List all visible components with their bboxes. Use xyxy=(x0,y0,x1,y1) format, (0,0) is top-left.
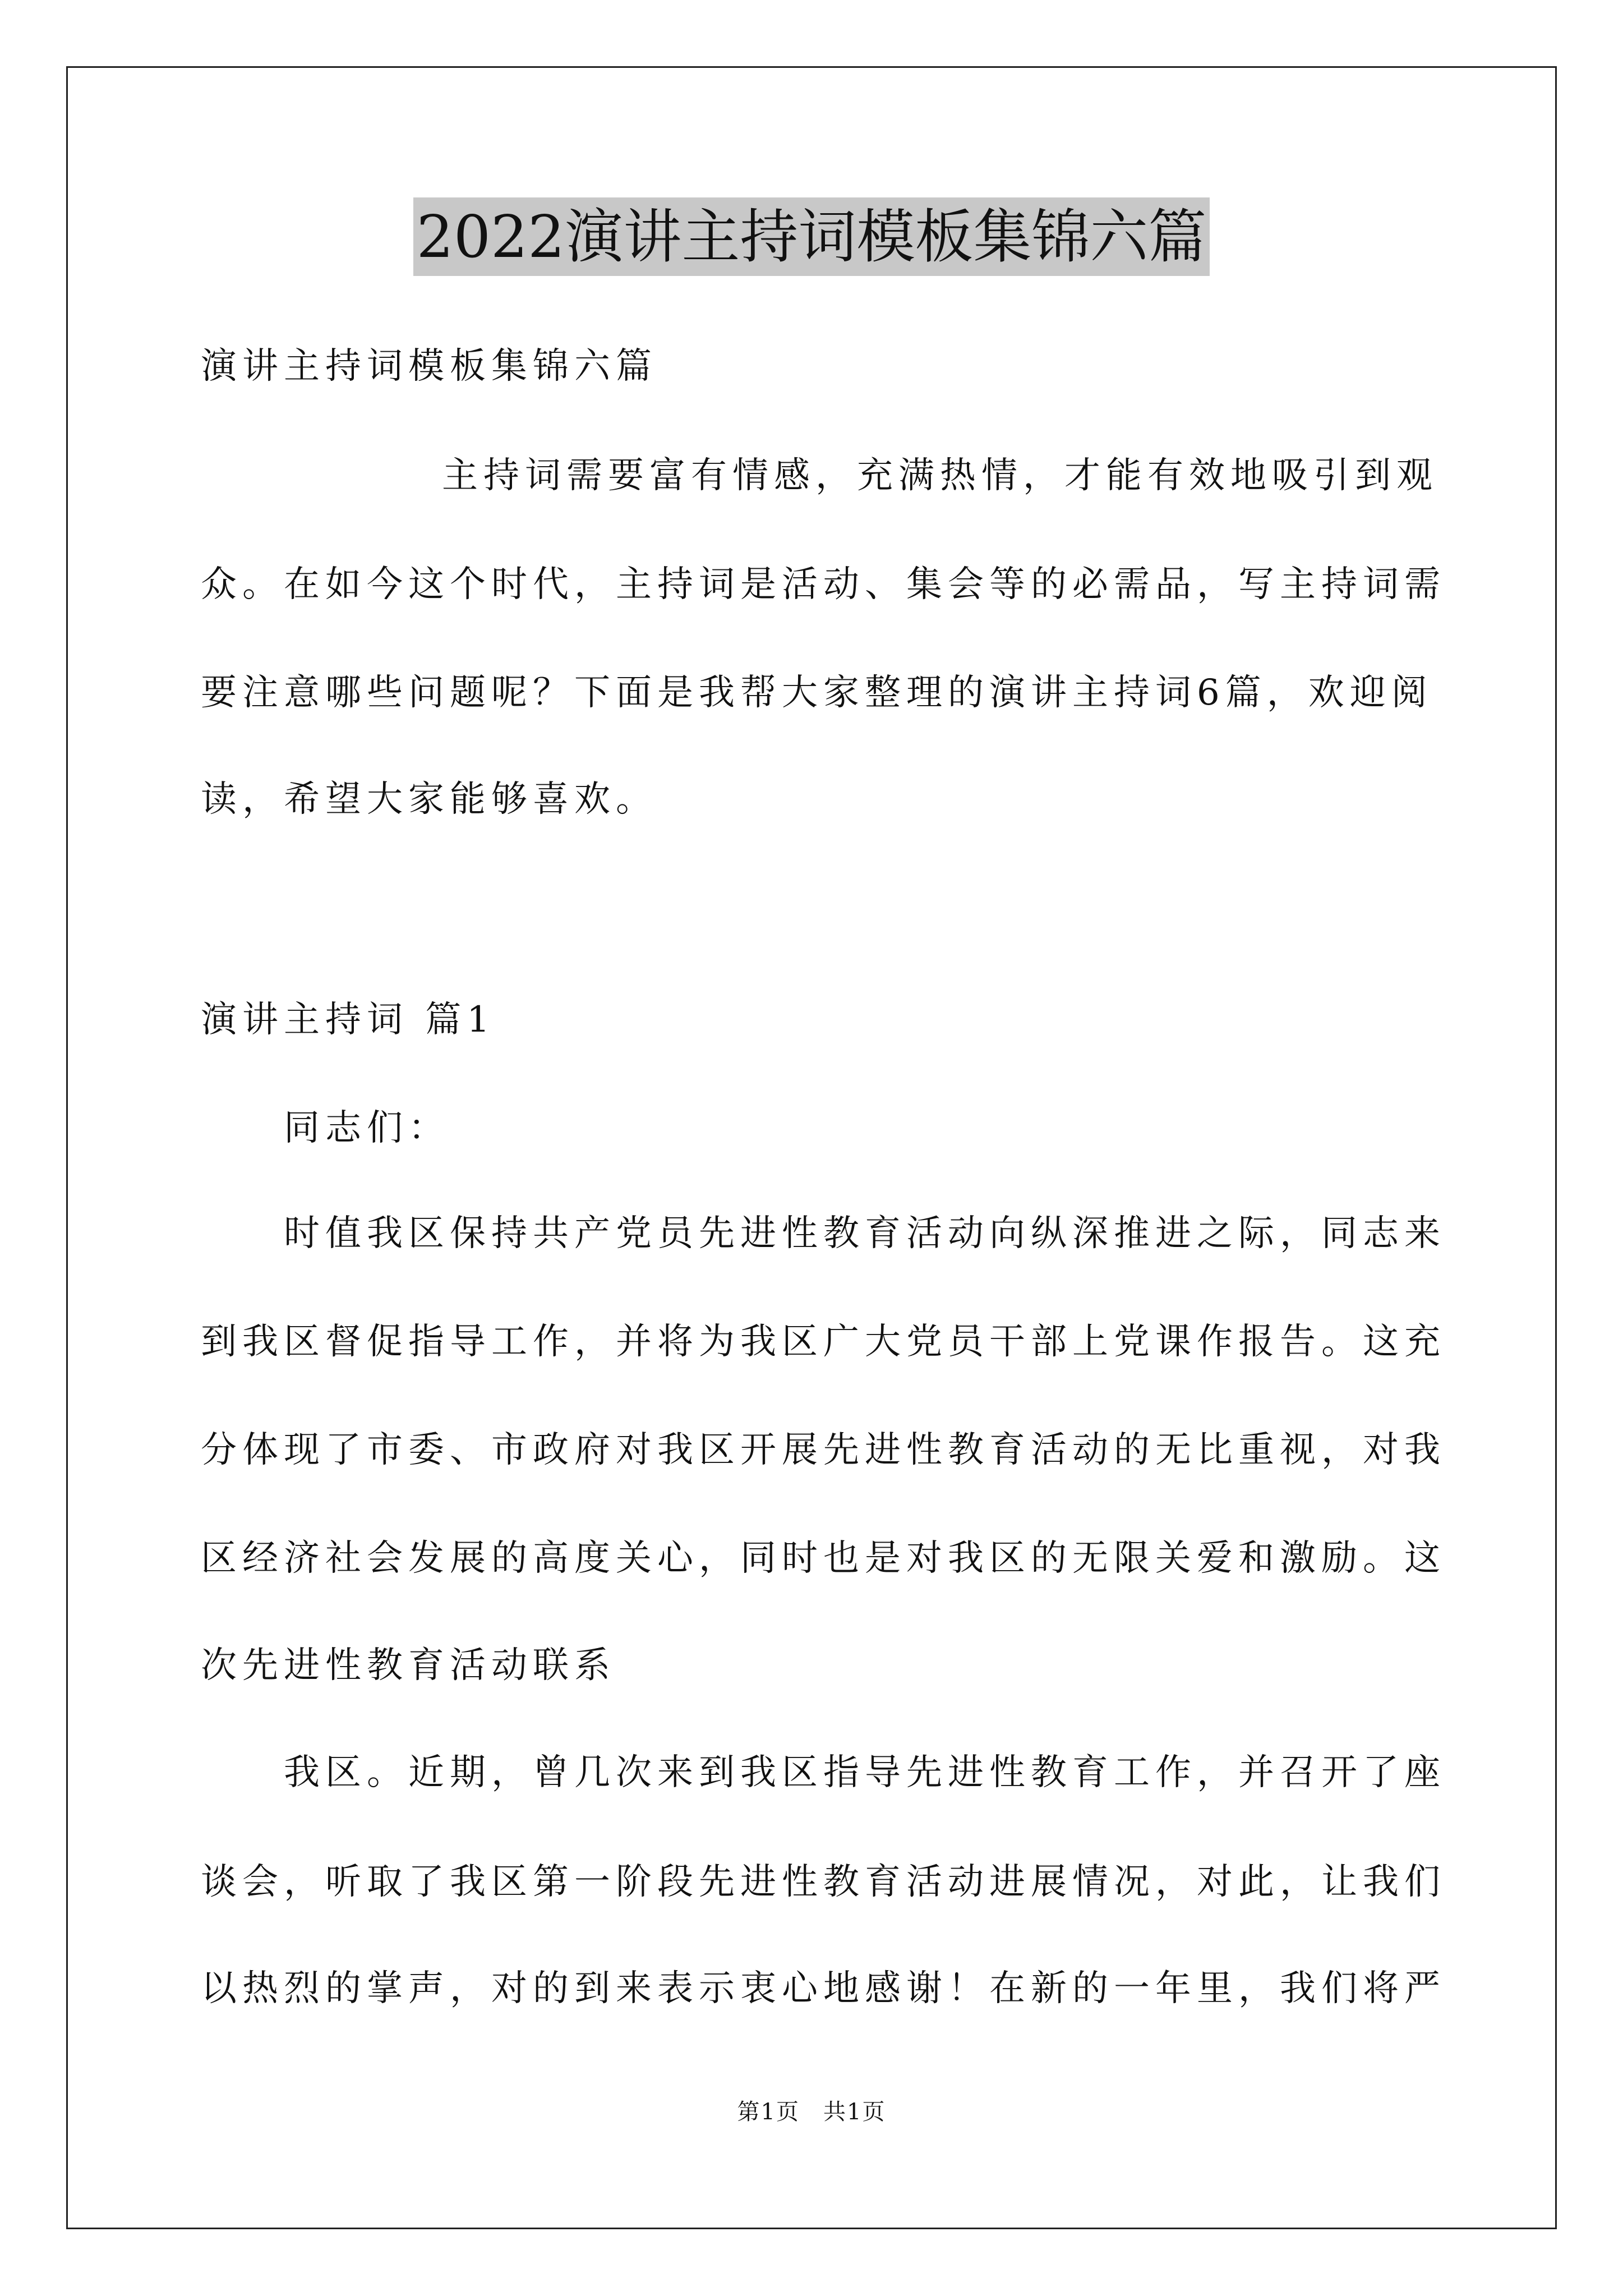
intro-line-3: 要注意哪些问题呢？下面是我帮大家整理的演讲主持词6篇，欢迎阅 xyxy=(201,672,1433,714)
subtitle: 演讲主持词模板集锦六篇 xyxy=(201,346,657,387)
intro-line-1: 主持词需要富有情感，充满热情，才能有效地吸引到观 xyxy=(442,455,1438,496)
paragraph1-line-1: 时值我区保持共产党员先进性教育活动向纵深推进之际，同志来 xyxy=(284,1213,1446,1254)
title-wrapper xyxy=(0,197,1623,276)
paragraph1-line-2: 到我区督促指导工作，并将为我区广大党员干部上党课作报告。这充 xyxy=(201,1321,1446,1363)
section-heading: 演讲主持词 篇1 xyxy=(201,999,496,1041)
paragraph2-line-3: 以热烈的掌声，对的到来表示衷心地感谢！在新的一年里，我们将严 xyxy=(201,1968,1446,2009)
paragraph1-line-3: 分体现了市委、市政府对我区开展先进性教育活动的无比重视，对我 xyxy=(201,1429,1446,1471)
paragraph1-line-5: 次先进性教育活动联系 xyxy=(201,1645,616,1686)
intro-line-2: 众。在如今这个时代，主持词是活动、集会等的必需品，写主持词需 xyxy=(201,564,1446,605)
page-footer: 第1页 共1页 xyxy=(737,2099,886,2125)
paragraph1-line-4: 区经济社会发展的高度关心，同时也是对我区的无限关爱和激励。这 xyxy=(201,1538,1446,1579)
intro-line-4: 读，希望大家能够喜欢。 xyxy=(201,779,657,820)
paragraph2-line-1: 我区。近期，曾几次来到我区指导先进性教育工作，并召开了座 xyxy=(284,1752,1446,1793)
document-title: 2022演讲主持词模板集锦六篇 xyxy=(413,197,1210,276)
paragraph2-line-2: 谈会，听取了我区第一阶段先进性教育活动进展情况，对此，让我们 xyxy=(201,1861,1446,1903)
salutation: 同志们： xyxy=(284,1107,450,1149)
